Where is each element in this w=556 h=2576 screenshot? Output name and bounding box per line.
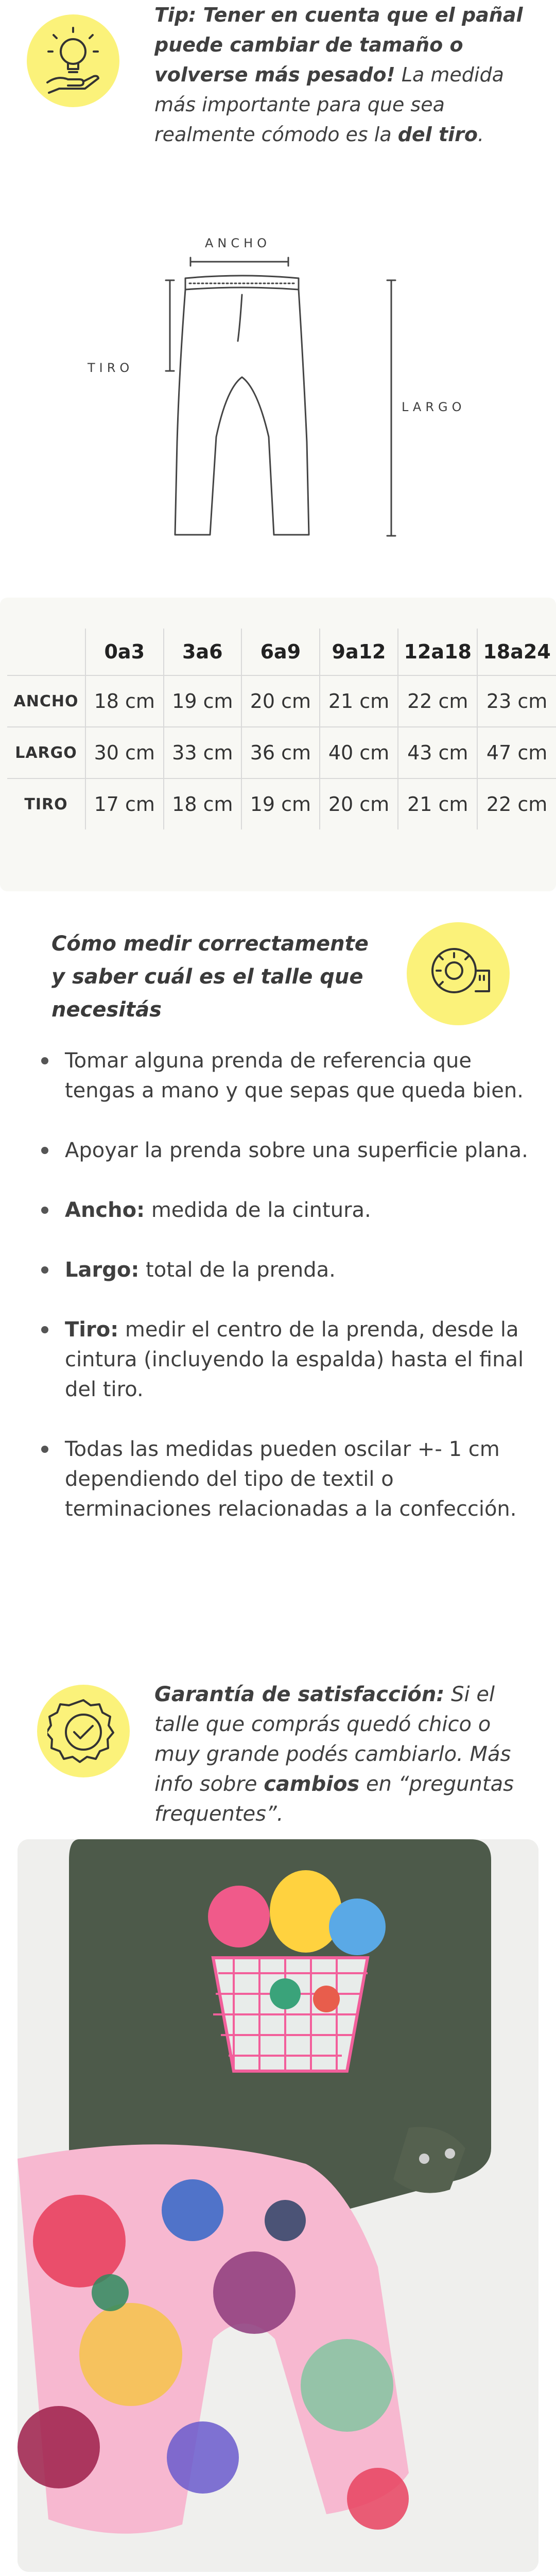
product-photo [18,1839,538,2572]
row-header: LARGO [7,727,85,778]
tip-emph: del tiro [397,123,478,146]
tape-measure-icon [422,939,494,1011]
table-cell: 20 cm [241,675,320,727]
col-header: 9a12 [320,629,398,675]
table-row [7,727,556,778]
measure-bullets [39,1046,533,1554]
table-cell: 33 cm [164,727,242,778]
list-item: Largo: total de la prenda. [39,1255,533,1285]
guarantee-lead: Garantía de satisfacción: [154,1683,445,1706]
list-item: Tiro: medir el centro de la prenda, desde la cintura (incluyendo la espalda) hasta el final del tiro. [39,1315,533,1404]
col-header: 0a3 [85,629,164,675]
table-cell: 18 cm [85,675,164,727]
diagram-label-tiro: TIRO [88,361,134,375]
table-cell: 47 cm [477,727,556,778]
list-item: Ancho: medida de la cintura. [39,1195,533,1225]
table-cell: 23 cm [477,675,556,727]
col-header: 12a18 [398,629,477,675]
table-cell: 22 cm [398,675,477,727]
col-header: 18a24 [477,629,556,675]
table-cell: 36 cm [241,727,320,778]
table-cell: 22 cm [477,778,556,829]
tip-lead: Tip: Tener en cuenta que el pañal puede cambiar de tamaño o volverse más pesado! [154,4,523,86]
list-item: Tomar alguna prenda de referencia que tengas a mano y que sepas que queda bien. [39,1046,533,1106]
table-cell: 21 cm [320,675,398,727]
lightbulb-hand-icon [37,25,109,97]
table-cell: 21 cm [398,778,477,829]
row-header: TIRO [7,778,85,829]
table-row [7,778,556,829]
table-cell: 17 cm [85,778,164,829]
size-table [7,629,556,829]
col-header: 3a6 [164,629,242,675]
table-cell: 20 cm [320,778,398,829]
badge-check-icon [47,1695,119,1767]
tip-rest: La medida más importante para que sea realmente cómodo es la [154,63,504,146]
diagram-label-largo: LARGO [402,400,466,414]
tip-text [154,0,525,149]
list-item: Apoyar la prenda sobre una superficie plana. [39,1136,533,1165]
table-row [7,675,556,727]
measure-title: Cómo medir correctamente y saber cuál es el talle que necesitás [51,932,369,1022]
table-cell: 19 cm [164,675,242,727]
size-table-card [0,598,556,891]
table-cell: 30 cm [85,727,164,778]
table-cell: 19 cm [241,778,320,829]
guarantee-text: Garantía de satisfacción: Si el talle que comprás quedó chico o muy grande podés cambiarlo. Más info sobre cambios en “preguntas frequentes”. [154,1683,514,1826]
table-corner [7,629,85,675]
pants-diagram [129,247,407,556]
product-photo-illustration [18,1839,538,2572]
list-item: Todas las medidas pueden oscilar +- 1 cm dependiendo del tipo de textil o terminaciones relacionadas a la confección. [39,1434,533,1524]
table-cell: 40 cm [320,727,398,778]
table-cell: 18 cm [164,778,242,829]
col-header: 6a9 [241,629,320,675]
cambios-link[interactable]: cambios [264,1772,360,1796]
diagram-label-ancho: ANCHO [205,236,271,250]
tip-end: . [477,123,484,146]
row-header: ANCHO [7,675,85,727]
table-cell: 43 cm [398,727,477,778]
